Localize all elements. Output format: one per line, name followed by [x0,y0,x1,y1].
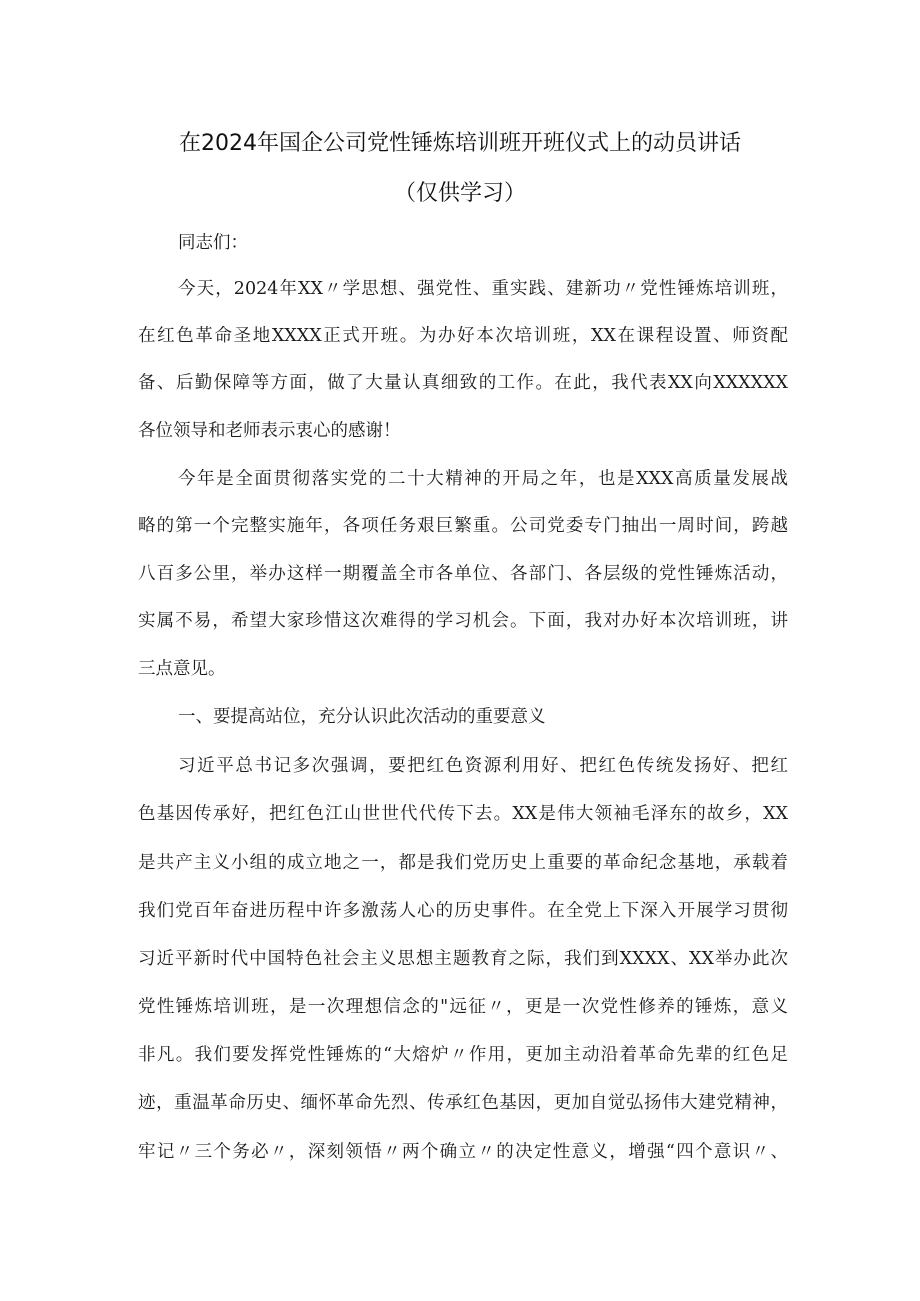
document-title: 在2024年国企公司党性锤炼培训班开班仪式上的动员讲话 [179,131,741,156]
paragraph-line: 三点意见。 [138,659,226,679]
paragraph-line: 习近平总书记多次强调，要把红色资源利用好、把红色传统发扬好、把红 [178,756,788,776]
salutation-line: 同志们： [178,233,248,253]
paragraph-line: 我们党百年奋进历程中许多激荡人心的历史事件。在全党上下深入开展学习贯彻 [138,901,788,921]
paragraph-line: 今天，2024年XX〃学思想、强党性、重实践、建新功〃党性锤炼培训班， [178,279,788,299]
paragraph-line: 非凡。我们要发挥党性锤炼的“大熔炉〃作用，更加主动沿着革命先辈的红色足 [138,1045,788,1065]
paragraph-line: 实属不易，希望大家珍惜这次难得的学习机会。下面，我对办好本次培训班，讲 [138,611,788,631]
paragraph-line: 党性锤炼培训班，是一次理想信念的"远征〃，更是一次党性修养的锤炼，意义 [138,997,788,1017]
paragraph-line: 色基因传承好，把红色江山世世代代传下去。XX是伟大领袖毛泽东的故乡，XX [138,804,788,824]
document-subtitle: （仅供学习） [393,181,526,206]
paragraph-line: 各位领导和老师表示衷心的感谢！ [138,421,401,441]
section-heading: 一、要提高站位，充分认识此次活动的重要意义 [178,707,546,727]
paragraph-line: 迹，重温革命历史、缅怀革命先烈、传承红色基因，更加自觉弘扬伟大建党精神， [138,1093,788,1113]
paragraph-line: 今年是全面贯彻落实党的二十大精神的开局之年，也是XXX高质量发展战 [178,469,788,489]
paragraph-line: 是共产主义小组的成立地之一，都是我们党历史上重要的革命纪念基地，承载着 [138,853,788,873]
paragraph-line: 牢记〃三个务必〃，深刻领悟〃两个确立〃的决定性意义，增强“四个意识〃、 [138,1142,788,1162]
paragraph-line: 略的第一个完整实施年，各项任务艰巨繁重。公司党委专门抽出一周时间，跨越 [138,516,788,536]
paragraph-line: 习近平新时代中国特色社会主义思想主题教育之际，我们到XXXX、XX举办此次 [138,949,788,969]
paragraph-line: 在红色革命圣地XXXX正式开班。为办好本次培训班，XX在课程设置、师资配 [138,326,788,346]
paragraph-line: 备、后勤保障等方面，做了大量认真细致的工作。在此，我代表XX向XXXXXX [138,373,788,393]
paragraph-line: 八百多公里，举办这样一期覆盖全市各单位、各部门、各层级的党性锤炼活动， [138,564,788,584]
